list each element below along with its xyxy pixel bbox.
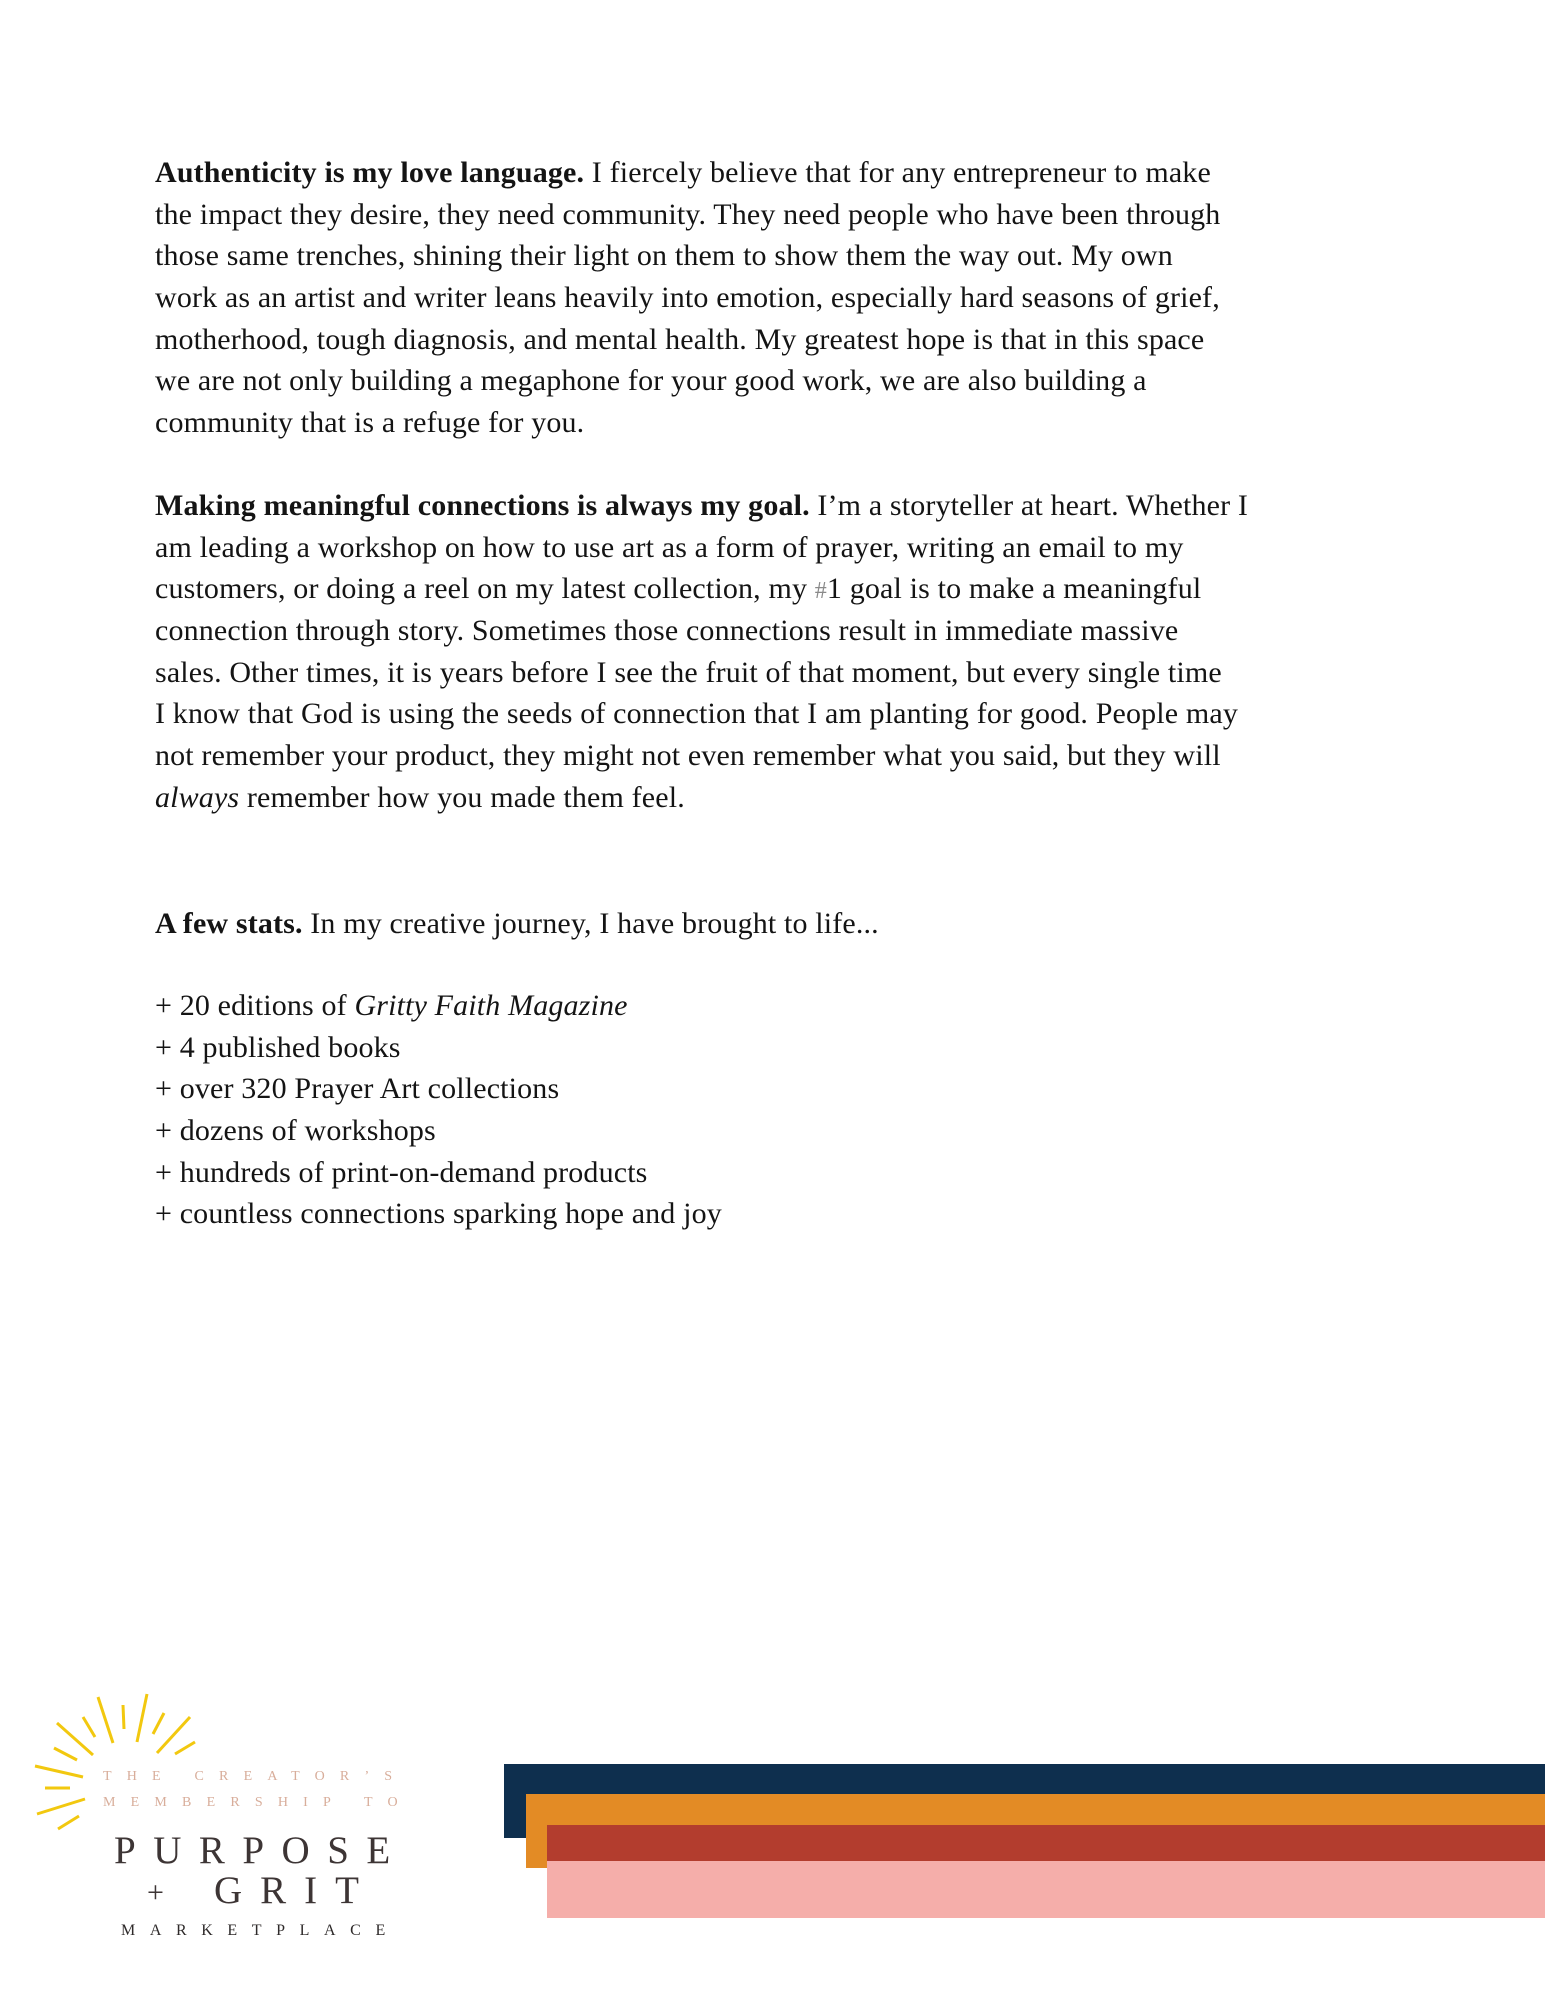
stats-intro — [155, 903, 1415, 945]
logo-tagline-line2: MEMBERSHIP TO — [103, 1795, 413, 1810]
list-item: + countless connections sparking hope and joy — [155, 1197, 722, 1231]
logo-subtitle: MARKETPLACE — [121, 1922, 400, 1939]
item-text: + 20 editions of — [155, 989, 355, 1022]
line-text: remember how you made them feel. — [239, 780, 685, 814]
text-line: sales. Other times, it is years before I see the fruit of that moment, but every single time — [155, 655, 1222, 689]
text-line: motherhood, tough diagnosis, and mental health. My greatest hope is that in this space — [155, 322, 1205, 356]
line-text: I fiercely believe that for any entrepreneur to make — [584, 156, 1211, 189]
logo-plus: + — [147, 1876, 164, 1909]
hash-symbol: # — [814, 578, 827, 605]
text-line: not remember your product, they might not even remember what you said, but they will — [155, 739, 1221, 773]
list-item: + dozens of workshops — [155, 1114, 436, 1148]
lead-heading: Making meaningful connections is always my goal. — [155, 489, 810, 522]
line-text: customers, or doing a reel on my latest collection, my — [155, 572, 815, 606]
text-line: community that is a refuge for you. — [155, 406, 585, 440]
stats-list — [155, 985, 1415, 1235]
stripe-red — [547, 1825, 1545, 1861]
list-item: + 4 published books — [155, 1030, 401, 1064]
emphasis-word: always — [155, 780, 240, 814]
list-item — [155, 985, 1415, 1027]
text-line: we are not only building a megaphone for your good work, we are also building a — [155, 364, 1147, 398]
brand-logo — [0, 1680, 460, 1960]
text-line: I know that God is using the seeds of connection that I am planting for good. People may — [155, 697, 1238, 731]
text-line — [155, 485, 1415, 527]
sunburst-icon — [0, 1680, 220, 1850]
magazine-title: Gritty Faith Magazine — [354, 989, 628, 1022]
text-line — [155, 152, 1415, 194]
text-line: the impact they desire, they need community. They need people who have been through — [155, 197, 1221, 231]
line-text: I’m a storyteller at heart. Whether I — [809, 489, 1249, 522]
text-line: connection through story. Sometimes those connections result in immediate massive — [155, 614, 1179, 648]
logo-title-purpose: PURPOSE — [114, 1829, 408, 1872]
logo-title-grit: GRIT — [214, 1869, 377, 1912]
line-text: 1 goal is to make a meaningful — [826, 572, 1202, 606]
lead-heading: A few stats. — [155, 907, 303, 940]
stripe-pink — [547, 1861, 1545, 1918]
lead-heading: Authenticity is my love language. — [155, 156, 585, 189]
text-line — [155, 777, 1415, 819]
list-item: + hundreds of print-on-demand products — [155, 1155, 648, 1189]
text-line: am leading a workshop on how to use art as a form of prayer, writing an email to my — [155, 530, 1184, 564]
line-text: In my creative journey, I have brought to life... — [302, 907, 879, 940]
paragraph-authenticity — [155, 152, 1415, 444]
list-item: + over 320 Prayer Art collections — [155, 1072, 560, 1106]
logo-tagline-line1: THE CREATOR’S — [103, 1769, 408, 1784]
text-line — [155, 568, 1415, 610]
text-line: those same trenches, shining their light on them to show them the way out. My own — [155, 239, 1173, 273]
text-line: work as an artist and writer leans heavily into emotion, especially hard seasons of grief, — [155, 281, 1220, 315]
paragraph-connections — [155, 485, 1415, 819]
text-line — [155, 903, 1415, 945]
